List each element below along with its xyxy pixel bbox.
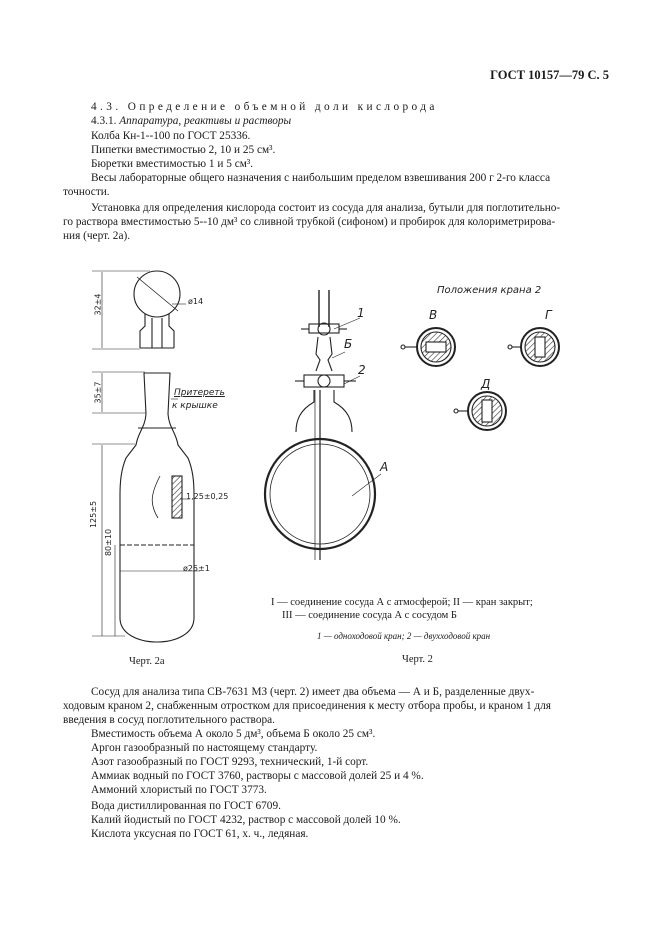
bottle-outline: [120, 373, 194, 642]
text-line: Аргон газообразный по настоящему стандарту.: [91, 742, 318, 754]
text-line: Калий йодистый по ГОСТ 4232, раствор с массовой долей 10 %.: [91, 814, 401, 826]
text-line: точности.: [63, 186, 110, 198]
text-line: введения в сосуд поглотительного раствора.: [63, 714, 275, 726]
tap-positions-title: Положения крана 2: [437, 285, 542, 296]
position-label: Д: [481, 377, 491, 391]
dim-label: ø14: [188, 297, 204, 306]
text-line: Аммиак водный по ГОСТ 3760, растворы с массовой долей 25 и 4 %.: [91, 770, 424, 782]
subsection-number: 4.3.1.: [91, 115, 120, 127]
page-header: ГОСТ 10157—79 С. 5: [490, 68, 609, 82]
text-line: Бюретки вместимостью 1 и 5 см³.: [91, 158, 254, 170]
text-line: Пипетки вместимостью 2, 10 и 25 см³.: [91, 144, 276, 156]
figure-legend: 1 — одноходовой кран; 2 — двухходовой кран: [317, 631, 491, 641]
text-line: ходовым краном 2, снабженным отростком для присоединения к месту отбора пробы, и краном 1 для: [63, 700, 552, 712]
tap-position-d: [454, 392, 506, 430]
callout: Б: [344, 337, 353, 351]
text-line: Азот газообразный по ГОСТ 9293, технический, 1-й сорт.: [91, 756, 369, 768]
text-line: Колба Кн-1--100 по ГОСТ 25336.: [91, 130, 251, 142]
text-line: ния (черт. 2а).: [63, 230, 131, 242]
dim-label: 80±10: [104, 528, 114, 557]
tap-position-g: [508, 328, 559, 366]
dim-label: 32±4: [93, 293, 103, 316]
figure-legend: III — соединение сосуда А с сосудом Б: [282, 610, 457, 621]
rub-label: Притереть: [174, 388, 225, 398]
callout: 1: [357, 306, 365, 320]
text-line: Вода дистиллированная по ГОСТ 6709.: [91, 800, 281, 812]
dim-label: 1,25±0,25: [186, 492, 229, 501]
text-line: Сосуд для анализа типа СВ-7631 МЗ (черт. 2) имеет два объема — А и Б, разделенные двух-: [91, 686, 535, 698]
tap-position-v: [401, 328, 455, 366]
position-label: Г: [545, 308, 552, 322]
text-line: Аммоний хлористый по ГОСТ 3773.: [91, 784, 267, 796]
subsection-title: Аппаратура, реактивы и растворы: [119, 115, 292, 127]
section-title: 4.3. Определение объемной доли кислорода: [91, 101, 438, 113]
rub-label-2: к крышке: [172, 401, 218, 411]
text-line: Весы лабораторные общего назначения с наибольшим пределом взвешивания 200 г 2-го класса: [91, 172, 551, 184]
callout: А: [380, 460, 389, 474]
dim-label: 125±5: [89, 500, 99, 529]
callout: 2: [358, 363, 366, 377]
text-line: Кислота уксусная по ГОСТ 61, х. ч., ледяная.: [91, 828, 309, 840]
tap-2: [304, 375, 344, 387]
figure-caption: Черт. 2а: [129, 656, 165, 667]
text-line: Вместимость объема А около 5 дм³, объема Б около 25 см³.: [91, 728, 376, 740]
dim-label: 35±7: [93, 381, 103, 404]
figure-legend: I — соединение сосуда А с атмосферой; II — кран закрыт;: [271, 597, 533, 608]
position-label: В: [429, 308, 438, 322]
text-line: го раствора вместимостью 5--10 дм³ со сливной трубкой (сифоном) и пробирок для колориметрирова-: [63, 216, 556, 228]
dim-label: ø25±1: [183, 564, 210, 573]
text-line: Установка для определения кислорода состоит из сосуда для анализа, бутыли для поглотительно-: [91, 202, 561, 214]
figure-caption: Черт. 2: [402, 654, 433, 665]
